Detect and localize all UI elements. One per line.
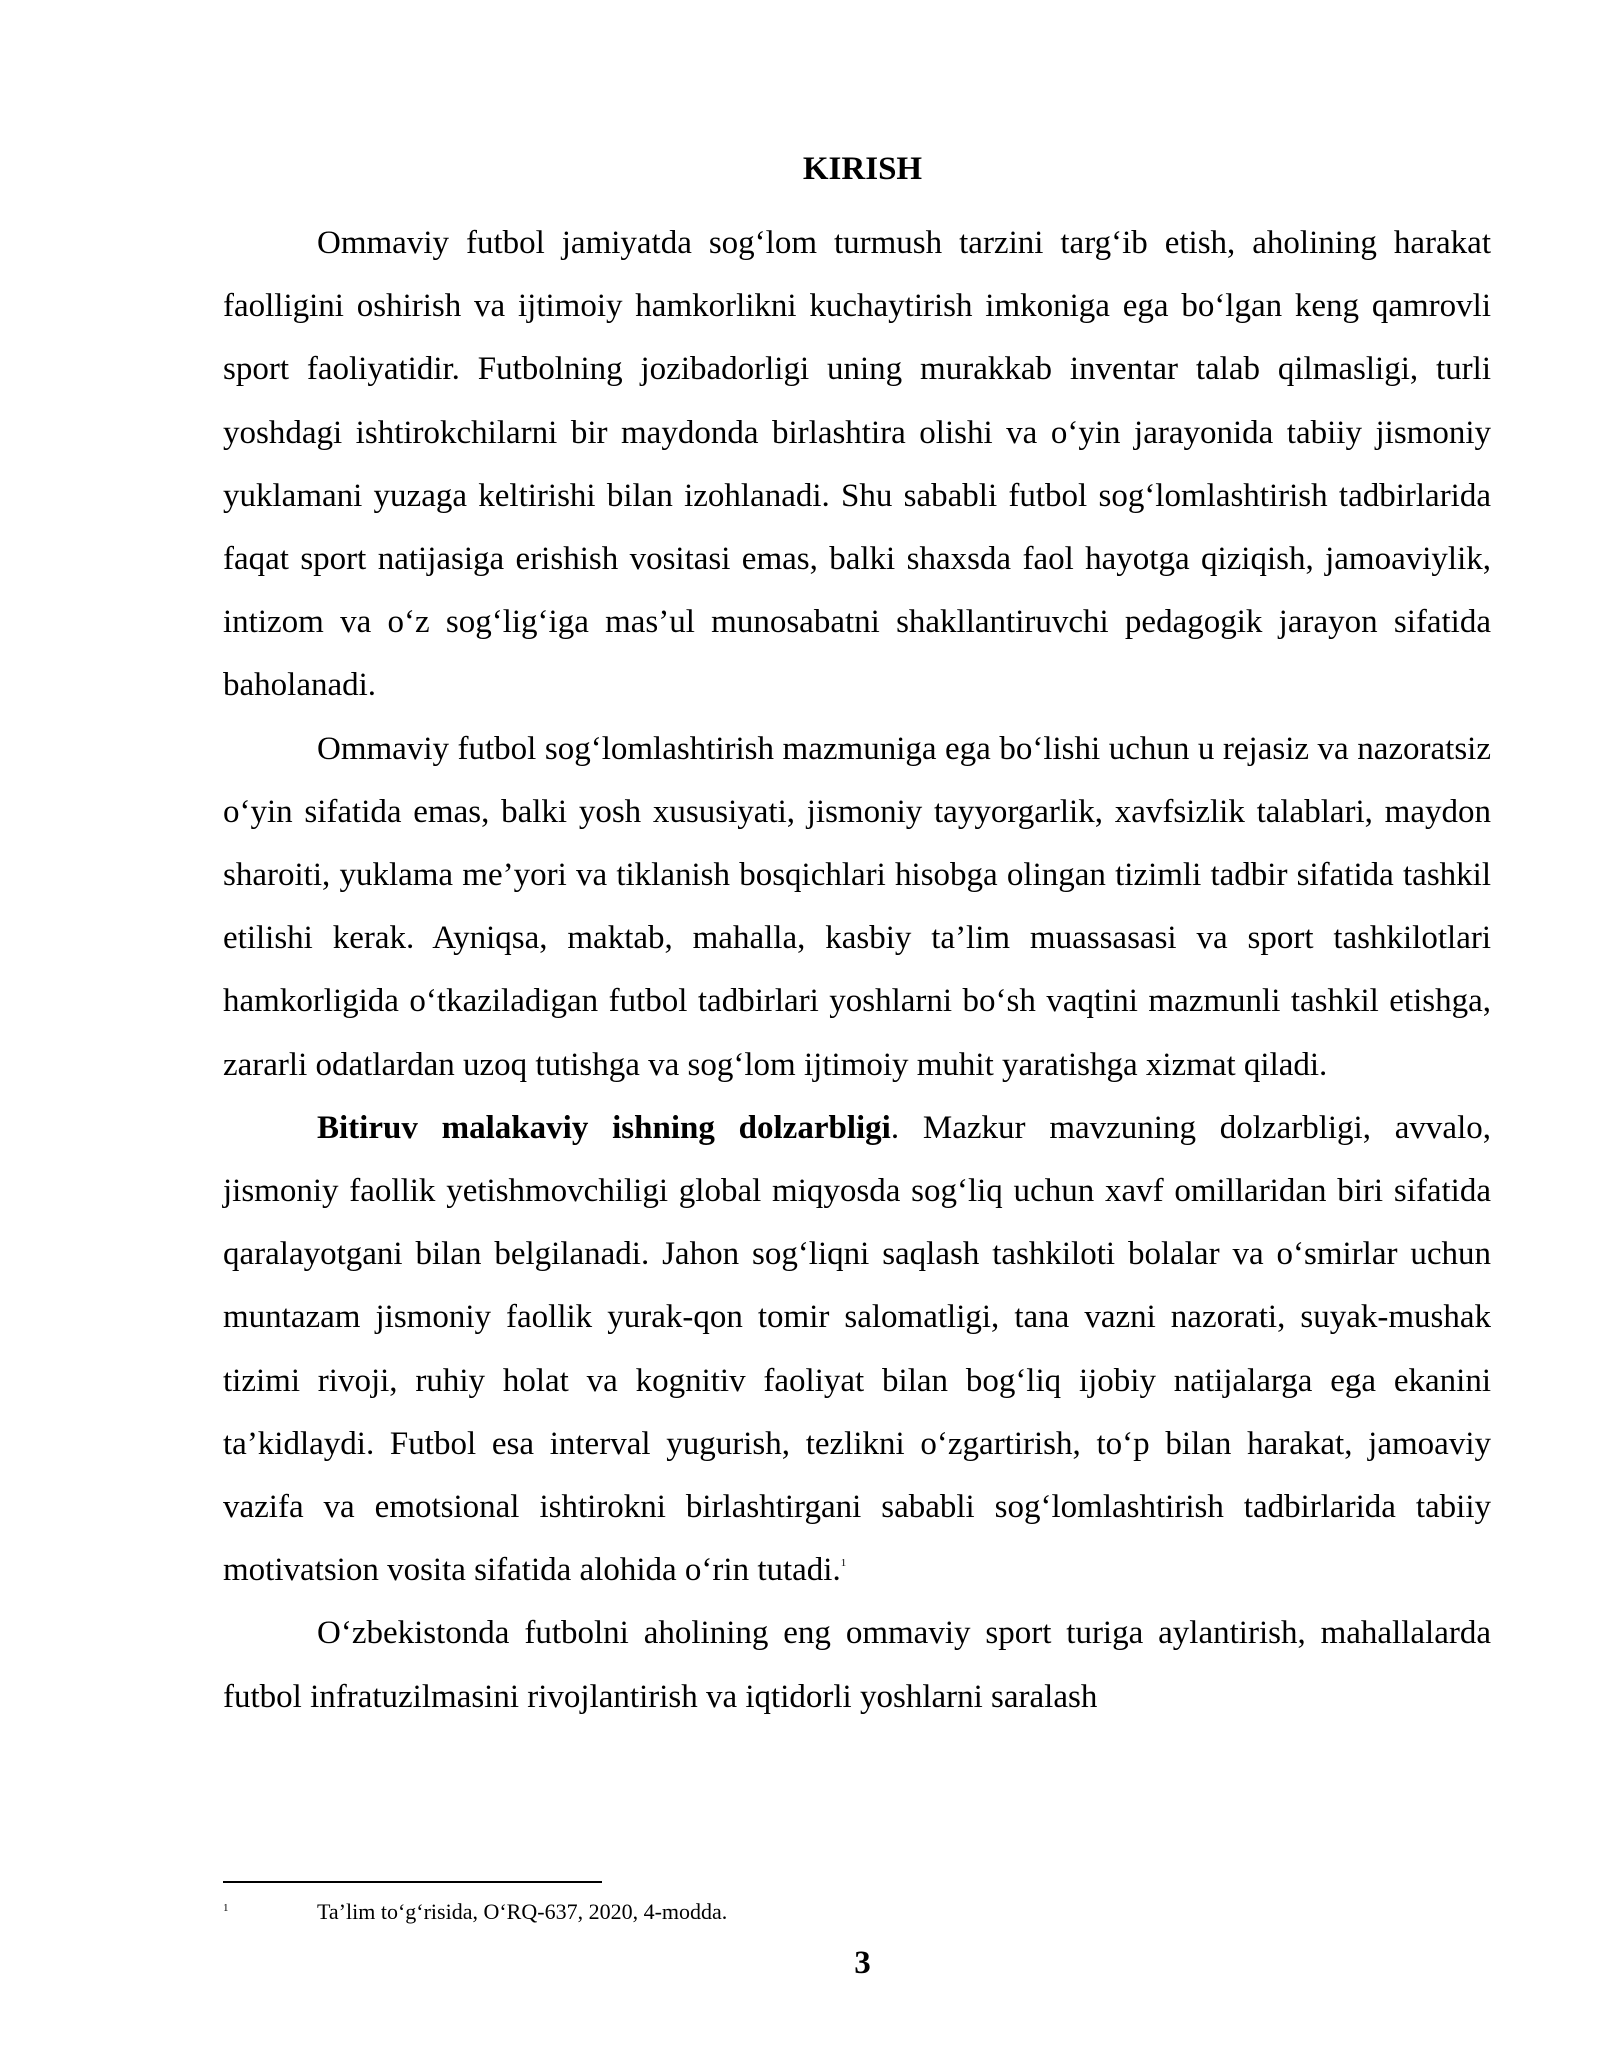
paragraph-2: Ommaviy futbol sog‘lomlashtirish mazmuniga ega bo‘lishi uchun u rejasiz va nazoratsiz o‘yin sifatida emas, balki yosh xususiyati, jismoniy tayyorgarlik, xavfsizlik talablari, maydon sharoiti, yuklama me’yori va tiklanish bosqichlari hisobga olingan tizimli tadbir sifatida tashkil etilishi kerak. Ayniqsa, maktab, mahalla, kasbiy ta’lim muassasasi va sport tashkilotlari hamkorligida o‘tkaziladigan futbol tadbirlari yoshlarni bo‘sh vaqtini mazmunli tashkil etishga, zararli odatlardan uzoq tutishga va sog‘lom ijtimoiy muhit yaratishga xizmat qiladi.	[223, 730, 1491, 1083]
page-title: KIRISH	[802, 151, 923, 187]
footnote: 1 Ta’lim to‘g‘risida, O‘RQ-637, 2020, 4-modda.	[223, 1899, 728, 1924]
paragraph-4: O‘zbekistonda futbolni aholining eng ommaviy sport turiga aylantirish, mahallalarda futbol infratuzilmasini rivojlantirish va iqtidorli yoshlarni saralash	[223, 1615, 1491, 1715]
paragraph-1: Ommaviy futbol jamiyatda sog‘lom turmush tarzini targ‘ib etish, aholining harakat faolligini oshirish va ijtimoiy hamkorlikni kuchaytirish imkoniga ega bo‘lgan keng qamrovli sport faoliyatidir. Futbolning jozibadorligi uning murakkab inventar talab qilmasligi, turli yoshdagi ishtirokchilarni bir maydonda birlashtira olishi va o‘yin jarayonida tabiiy jismoniy yuklamani yuzaga keltirishi bilan izohlanadi. Shu sababli futbol sog‘lomlashtirish tadbirlarida faqat sport natijasiga erishish vositasi emas, balki shaxsda faol hayotga qiziqish, jamoaviylik, intizom va o‘z sog‘lig‘iga mas’ul munosabatni shakllantiruvchi pedagogik jarayon sifatida baholanadi.	[223, 225, 1491, 704]
footnote-separator	[223, 1881, 602, 1883]
footnote-text: Ta’lim to‘g‘risida, O‘RQ-637, 2020, 4-modda.	[317, 1899, 728, 1924]
paragraph-3	[223, 1097, 1491, 1603]
paragraph-lead-heading: Bitiruv malakaviy ishning dolzarbligi	[317, 1109, 891, 1146]
paragraph-3-text: . Mazkur mavzuning dolzarbligi, avvalo, jismoniy faollik yetishmovchiligi global miqyosda sog‘liq uchun xavf omillaridan biri sifatida qaralayotgani bilan belgilanadi. Jahon sog‘liqni saqlash tashkiloti bolalar va o‘smirlar uchun muntazam jismoniy faollik yurak-qon tomir salomatligi, tana vazni nazorati, suyak-mushak tizimi rivoji, ruhiy holat va kognitiv faoliyat bilan bog‘liq ijobiy natijalarga ega ekanini ta’kidlaydi. Futbol esa interval yugurish, tezlikni o‘zgartirish, to‘p bilan harakat, jamoaviy vazifa va emotsional ishtirokni birlashtirgani sababli sog‘lomlashtirish tadbirlarida tabiiy motivatsion vosita sifatida alohida o‘rin tutadi.	[223, 1109, 1491, 1589]
page-number: 3	[854, 1945, 871, 1981]
body-text	[223, 212, 1491, 1729]
footnote-reference[interactable]: 1	[840, 1557, 847, 1570]
